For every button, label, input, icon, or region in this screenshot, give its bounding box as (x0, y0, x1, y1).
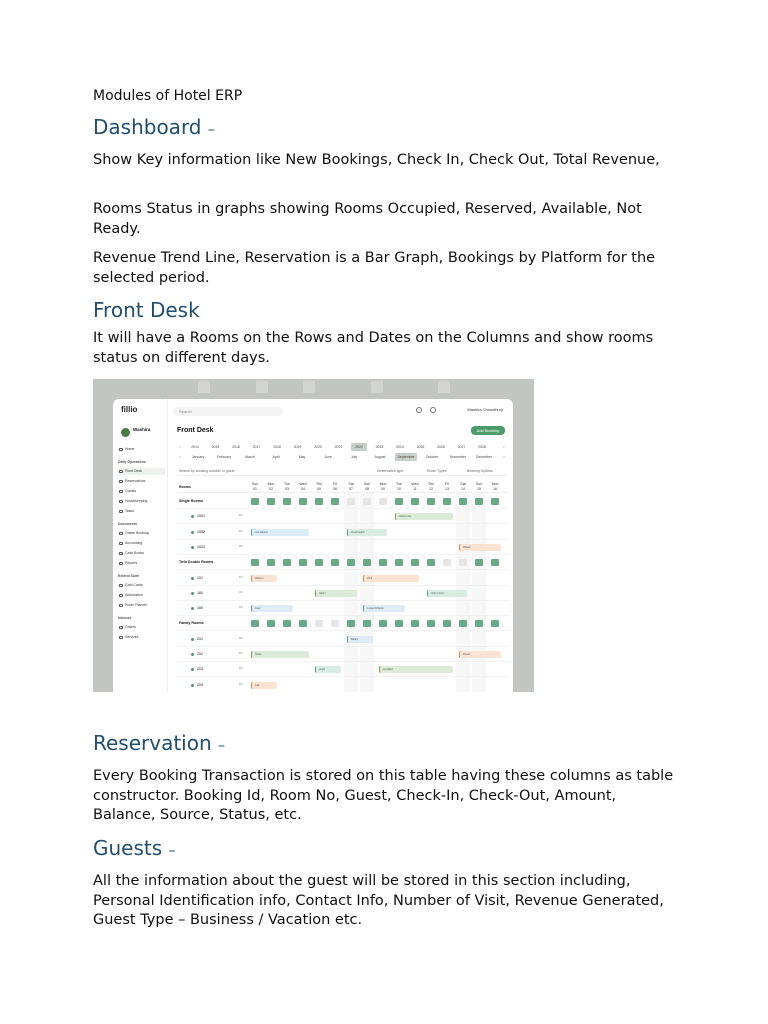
sidebar-item-reports[interactable] (117, 560, 165, 567)
room-group-row[interactable] (177, 555, 509, 570)
year-tab[interactable]: 2014 (191, 445, 199, 449)
checklist-icon (119, 510, 123, 513)
room-row[interactable] (177, 586, 509, 601)
availability-cell[interactable] (491, 559, 499, 566)
availability-cell[interactable] (459, 498, 467, 505)
day-column-header (264, 482, 278, 491)
sidebar-item-label: Accounting (125, 541, 143, 545)
day-number: 14 (461, 486, 465, 491)
room-number: 1001 (197, 514, 205, 519)
month-tab[interactable]: January (191, 455, 205, 459)
day-number: 10 (397, 486, 401, 491)
report-icon (119, 562, 123, 565)
day-column-header (344, 482, 358, 491)
month-tab[interactable]: June (324, 455, 332, 459)
availability-cell[interactable] (395, 559, 403, 566)
availability-cell[interactable] (379, 559, 387, 566)
booking-search-input[interactable]: Search by booking number or guest (179, 469, 235, 473)
guests-dash: – (168, 843, 176, 859)
day-name: Wed (411, 482, 419, 486)
sidebar-item-label: Gold Cards (125, 583, 143, 587)
room-row[interactable] (177, 509, 509, 524)
day-name: Tue (396, 482, 402, 486)
availability-cell[interactable] (363, 559, 371, 566)
day-number: 02 (269, 486, 273, 491)
reservation-dash: – (218, 738, 226, 754)
day-column-header (440, 482, 454, 491)
room-row[interactable] (177, 647, 509, 662)
day-column-header (392, 482, 406, 491)
availability-cell[interactable] (427, 559, 435, 566)
booking-bar[interactable]: Royal Earth (347, 529, 387, 536)
day-column-header (328, 482, 342, 491)
backdrop-tab (371, 381, 383, 393)
avatar (121, 428, 130, 437)
room-row[interactable] (177, 662, 509, 677)
day-number: 06 (333, 486, 337, 491)
booking-bar[interactable]: Royal (459, 651, 501, 658)
sidebar-item-label: Home (125, 447, 135, 451)
day-name: Thu (427, 482, 435, 486)
availability-cell[interactable] (251, 498, 259, 505)
sidebar-item-housekeeping[interactable] (117, 498, 165, 505)
day-column-header (408, 482, 422, 491)
availability-cell[interactable] (347, 620, 355, 627)
availability-cell[interactable] (395, 498, 403, 505)
availability-cell[interactable] (427, 498, 435, 505)
availability-cell[interactable] (475, 620, 483, 627)
availability-cell[interactable] (395, 620, 403, 627)
day-number: 16 (493, 486, 497, 491)
availability-cell[interactable] (283, 620, 291, 627)
order-icon (119, 626, 123, 629)
room-status-dot (191, 638, 194, 641)
day-name: Mon (379, 482, 387, 486)
availability-cell[interactable] (491, 620, 499, 627)
booking-bar[interactable]: Lucas Roberts (363, 605, 405, 612)
availability-cell[interactable] (299, 498, 307, 505)
day-number: 09 (381, 486, 385, 491)
year-tab[interactable]: 2016 (232, 445, 240, 449)
room-row[interactable] (177, 540, 509, 555)
availability-cell[interactable] (299, 620, 307, 627)
availability-cell[interactable] (475, 498, 483, 505)
day-number: 12 (429, 486, 433, 491)
availability-cell[interactable] (283, 498, 291, 505)
day-number: 11 (413, 486, 417, 491)
more-options-icon[interactable]: ••• (239, 528, 243, 533)
availability-cell[interactable] (363, 620, 371, 627)
room-number: 101 (197, 575, 203, 580)
day-column-header (360, 482, 374, 491)
sidebar-item-label: Orders (125, 625, 136, 629)
availability-cell[interactable] (331, 620, 339, 627)
room-group-label: Twin Double Rooms (179, 560, 214, 565)
settings-icon[interactable] (416, 407, 422, 413)
day-column-header (248, 482, 262, 491)
room-status-dot (191, 653, 194, 656)
globe-icon (119, 532, 123, 535)
month-selector (177, 453, 507, 461)
day-column-header (456, 482, 470, 491)
front-desk-screenshot (93, 379, 534, 692)
day-name: Sun (475, 482, 483, 486)
day-name: Fri (444, 482, 450, 486)
availability-cell[interactable] (443, 498, 451, 505)
screenshot-backdrop-tabs (93, 379, 534, 393)
month-tab[interactable]: May (298, 455, 306, 459)
day-name: Mon (491, 482, 499, 486)
availability-cell[interactable] (363, 498, 371, 505)
account-name[interactable]: Washira Chowdhury (467, 407, 503, 412)
notification-icon[interactable] (430, 407, 436, 413)
day-column-header (280, 482, 294, 491)
room-status-dot (191, 668, 194, 671)
booking-bar[interactable]: Annabel (379, 666, 453, 673)
day-column-header (488, 482, 502, 491)
sidebar-item-room-planner[interactable] (117, 602, 165, 609)
booking-bar[interactable]: Liam (251, 605, 293, 612)
room-number: 203 (197, 667, 203, 672)
room-group-label: Single Rooms (179, 499, 203, 503)
booking-bar[interactable]: Warren (251, 575, 277, 582)
more-options-icon[interactable]: ••• (239, 666, 243, 671)
reservation-title: Reservation (93, 731, 212, 755)
planner-icon (119, 604, 123, 607)
availability-cell[interactable] (267, 498, 275, 505)
month-tab[interactable]: February (216, 455, 231, 459)
availability-cell[interactable] (475, 559, 483, 566)
prev-year-arrow[interactable]: ‹ (179, 445, 181, 449)
day-name: Fri (332, 482, 338, 486)
next-year-arrow[interactable]: › (503, 445, 505, 449)
day-name: Mon (267, 482, 275, 486)
month-tab[interactable]: August (374, 455, 386, 459)
filter-bar (177, 467, 507, 476)
booking-bar[interactable]: Whit (363, 575, 419, 582)
more-options-icon[interactable]: ••• (239, 574, 243, 579)
user-name: Washira (133, 427, 151, 432)
calendar-icon (119, 480, 123, 483)
availability-cell[interactable] (267, 559, 275, 566)
day-name: Wed (299, 482, 307, 486)
room-number: 160 (197, 606, 203, 611)
card-icon (119, 584, 123, 587)
dashboard-title: Dashboard (93, 115, 202, 139)
booking-bar[interactable]: Bailey (347, 636, 373, 643)
sidebar-item-gold-cards[interactable] (117, 582, 165, 589)
day-number: 05 (317, 486, 321, 491)
room-number: 1002 (197, 529, 205, 534)
page-title: Front Desk (177, 427, 214, 434)
day-number: 04 (301, 486, 305, 491)
sidebar-item-label: Services (125, 635, 139, 639)
room-status-dot (191, 515, 194, 518)
availability-cell[interactable] (283, 559, 291, 566)
day-name: Sat (460, 482, 466, 486)
more-options-icon[interactable]: ••• (239, 543, 243, 548)
availability-cell[interactable] (427, 620, 435, 627)
day-number: 13 (445, 486, 449, 491)
sidebar-item-label: Cash Books (125, 551, 144, 555)
dashboard-dash: – (207, 122, 215, 138)
availability-cell[interactable] (251, 559, 259, 566)
month-tab[interactable]: September (395, 453, 417, 461)
availability-cell[interactable] (315, 498, 323, 505)
room-group-row[interactable] (177, 494, 509, 509)
sidebar-item-cash-books[interactable] (117, 550, 165, 557)
availability-cell[interactable] (251, 620, 259, 627)
reservation-heading (93, 730, 225, 759)
more-options-icon[interactable]: ••• (239, 681, 243, 686)
year-tab[interactable]: 2028 (478, 445, 486, 449)
automation-icon (119, 594, 123, 597)
day-name: Thu (315, 482, 323, 486)
day-column-header (312, 482, 326, 491)
more-options-icon[interactable]: ••• (239, 513, 243, 518)
availability-cell[interactable] (299, 559, 307, 566)
search-input[interactable]: Search (173, 407, 283, 416)
year-tab[interactable]: 2021 (334, 445, 343, 449)
more-options-icon[interactable]: ••• (239, 605, 243, 610)
sidebar-item-reservations[interactable] (117, 478, 165, 485)
availability-cell[interactable] (267, 620, 275, 627)
booking-bar[interactable]: Kell (251, 682, 277, 689)
sidebar-section-extend: Extend Suite (118, 574, 140, 578)
room-row[interactable] (177, 571, 509, 586)
reservation-type-dropdown[interactable]: Reservation type (377, 469, 404, 473)
sidebar-item-label: Front Desk (125, 469, 143, 473)
desk-icon (119, 470, 123, 473)
document-intro: Modules of Hotel ERP (93, 88, 243, 104)
month-tab[interactable]: December (475, 455, 493, 459)
availability-cell[interactable] (379, 498, 387, 505)
sidebar-section-daily: Daily Operations (118, 460, 146, 464)
room-row[interactable] (177, 632, 509, 647)
sidebar-item-online-booking[interactable] (117, 530, 165, 537)
availability-cell[interactable] (411, 498, 419, 505)
reservation-paragraph: Every Booking Transaction is stored on this table having these columns as table constructor. Booking Id, Room No, Guest, Check-In, Check-Out, Amount, Balance, Source, Status, etc. (93, 768, 674, 823)
book-icon (119, 552, 123, 555)
sidebar-item-label: Automation (125, 593, 143, 597)
sidebar-item-label: Online Booking (125, 531, 149, 535)
sidebar-section-inhouse: Inhouse (118, 616, 132, 620)
room-calendar-grid (177, 481, 509, 692)
year-tab[interactable]: 2026 (437, 445, 445, 449)
sidebar-item-label: Tasks (125, 509, 134, 513)
room-number: 160 (197, 590, 203, 595)
sidebar-item-home[interactable] (117, 446, 165, 453)
room-status-dot (191, 607, 194, 610)
day-number: 15 (477, 486, 481, 491)
prev-month-arrow[interactable]: ‹ (179, 455, 181, 459)
dashboard-paragraph-1: Show Key information like New Bookings, Check In, Check Out, Total Revenue, (93, 152, 660, 168)
availability-cell[interactable] (315, 559, 323, 566)
year-tab[interactable]: 2023 (375, 445, 384, 449)
availability-cell[interactable] (443, 559, 451, 566)
sidebar (113, 399, 168, 692)
day-number: 08 (365, 486, 369, 491)
year-tab[interactable]: 2019 (293, 445, 302, 449)
month-tab[interactable]: April (272, 455, 280, 459)
room-group-row[interactable] (177, 616, 509, 631)
booking-bar[interactable]: John Lloyd (427, 590, 467, 597)
day-column-header (472, 482, 486, 491)
year-tab[interactable]: 2015 (211, 445, 220, 449)
sidebar-section-documents: Documents (118, 522, 138, 526)
more-options-icon[interactable]: ••• (239, 589, 243, 594)
sidebar-item-label: Reports (125, 561, 138, 565)
user-profile[interactable] (121, 427, 165, 439)
booking-bar[interactable]: Nolan (251, 651, 309, 658)
year-tab[interactable]: 2017 (252, 445, 261, 449)
dashboard-paragraph-3: Revenue Trend Line, Reservation is a Bar Graph, Bookings by Platform for the selected period. (93, 250, 656, 286)
room-status-dot (191, 684, 194, 687)
booking-bar[interactable]: Jan Hanna (251, 529, 309, 536)
room-types-dropdown[interactable]: Room Types (427, 469, 447, 473)
front-desk-heading: Front Desk (93, 298, 200, 322)
backdrop-tab (303, 381, 315, 393)
sidebar-item-orders[interactable] (117, 624, 165, 631)
availability-cell[interactable] (491, 498, 499, 505)
sidebar-item-label: Room Planner (125, 603, 148, 607)
room-number: 1003 (197, 544, 205, 549)
front-desk-paragraph: It will have a Rooms on the Rows and Dates on the Columns and show rooms status on different days. (93, 330, 654, 366)
app-window (113, 399, 513, 692)
availability-cell[interactable] (443, 620, 451, 627)
sidebar-item-label: Guests (125, 489, 137, 493)
availability-cell[interactable] (347, 559, 355, 566)
availability-cell[interactable] (411, 559, 419, 566)
guests-title: Guests (93, 836, 163, 860)
guests-paragraph: All the information about the guest will be stored in this section including, Personal Identification info, Contact Info, Number of Visit, Revenue Generated, Guest Type – Business / Vacation etc. (93, 873, 664, 928)
room-status-dot (191, 577, 194, 580)
month-tab[interactable]: October (425, 455, 439, 459)
day-name: Sat (348, 482, 354, 486)
service-icon (119, 636, 123, 639)
year-tab[interactable]: 2025 (416, 445, 425, 449)
booking-bar[interactable]: Adam (315, 590, 357, 597)
backdrop-tab (256, 381, 268, 393)
year-selector (177, 443, 507, 451)
sidebar-item-tasks[interactable] (117, 508, 165, 515)
year-tab[interactable]: 2027 (457, 445, 466, 449)
year-tab[interactable]: 2022 (351, 443, 367, 451)
backdrop-tab (438, 381, 450, 393)
backdrop-tab (198, 381, 210, 393)
month-tab[interactable]: November (449, 455, 467, 459)
calendar-header (177, 481, 509, 493)
dashboard-paragraph-2: Rooms Status in graphs showing Rooms Occupied, Reserved, Available, Not Ready. (93, 201, 642, 237)
more-options-icon[interactable]: ••• (239, 651, 243, 655)
availability-cell[interactable] (459, 620, 467, 627)
month-tab[interactable]: July (350, 455, 358, 459)
guests-heading (93, 835, 176, 864)
rooms-column-header: Rooms (179, 485, 191, 489)
year-tab[interactable]: 2020 (314, 445, 322, 449)
day-column-header (424, 482, 438, 491)
room-number: 202 (197, 652, 203, 656)
room-group-label: Family Rooms (179, 621, 204, 626)
day-number: 07 (349, 486, 353, 491)
sidebar-item-accounting[interactable] (117, 540, 165, 547)
booking-bar[interactable]: Wilson (459, 544, 501, 551)
day-number: 03 (285, 486, 289, 491)
day-column-header (376, 482, 390, 491)
home-icon (119, 448, 123, 451)
sidebar-item-automation[interactable] (117, 592, 165, 599)
availability-cell[interactable] (315, 620, 323, 627)
sidebar-item-services[interactable] (117, 634, 165, 641)
year-tab[interactable]: 2018 (273, 445, 281, 449)
availability-cell[interactable] (459, 559, 467, 566)
month-tab[interactable]: March (245, 455, 255, 459)
sidebar-item-front-desk[interactable] (117, 468, 165, 475)
room-status-dot (191, 531, 194, 534)
booking-options-dropdown[interactable]: Booking Options (467, 469, 493, 473)
day-number: 01 (253, 486, 257, 491)
day-name: Sun (363, 482, 371, 486)
availability-cell[interactable] (331, 498, 339, 505)
year-tab[interactable]: 2024 (396, 445, 404, 449)
user-icon (119, 490, 123, 493)
room-row[interactable] (177, 525, 509, 540)
room-status-dot (191, 546, 194, 549)
room-row[interactable] (177, 601, 509, 616)
room-row[interactable] (177, 678, 509, 692)
sidebar-item-label: Housekeeping (125, 499, 148, 503)
availability-cell[interactable] (411, 620, 419, 627)
availability-cell[interactable] (347, 498, 355, 505)
add-booking-button[interactable]: Add Booking (471, 426, 505, 435)
sidebar-item-label: Reservations (125, 479, 146, 483)
ledger-icon (119, 542, 123, 545)
day-column-header (296, 482, 310, 491)
day-name: Sun (251, 482, 259, 486)
room-number: 201 (197, 636, 203, 641)
availability-cell[interactable] (379, 620, 387, 627)
availability-cell[interactable] (331, 559, 339, 566)
booking-bar[interactable]: Hope (315, 666, 341, 673)
dashboard-heading (93, 114, 215, 143)
room-number: 205 (197, 682, 203, 687)
more-options-icon[interactable]: ••• (239, 635, 243, 640)
broom-icon (119, 500, 123, 503)
sidebar-item-guests[interactable] (117, 488, 165, 495)
next-month-arrow[interactable]: › (503, 455, 505, 459)
booking-bar[interactable]: Robin Hay (395, 513, 453, 520)
day-name: Tue (284, 482, 290, 486)
room-status-dot (191, 592, 194, 595)
app-logo: fillio (121, 405, 138, 414)
